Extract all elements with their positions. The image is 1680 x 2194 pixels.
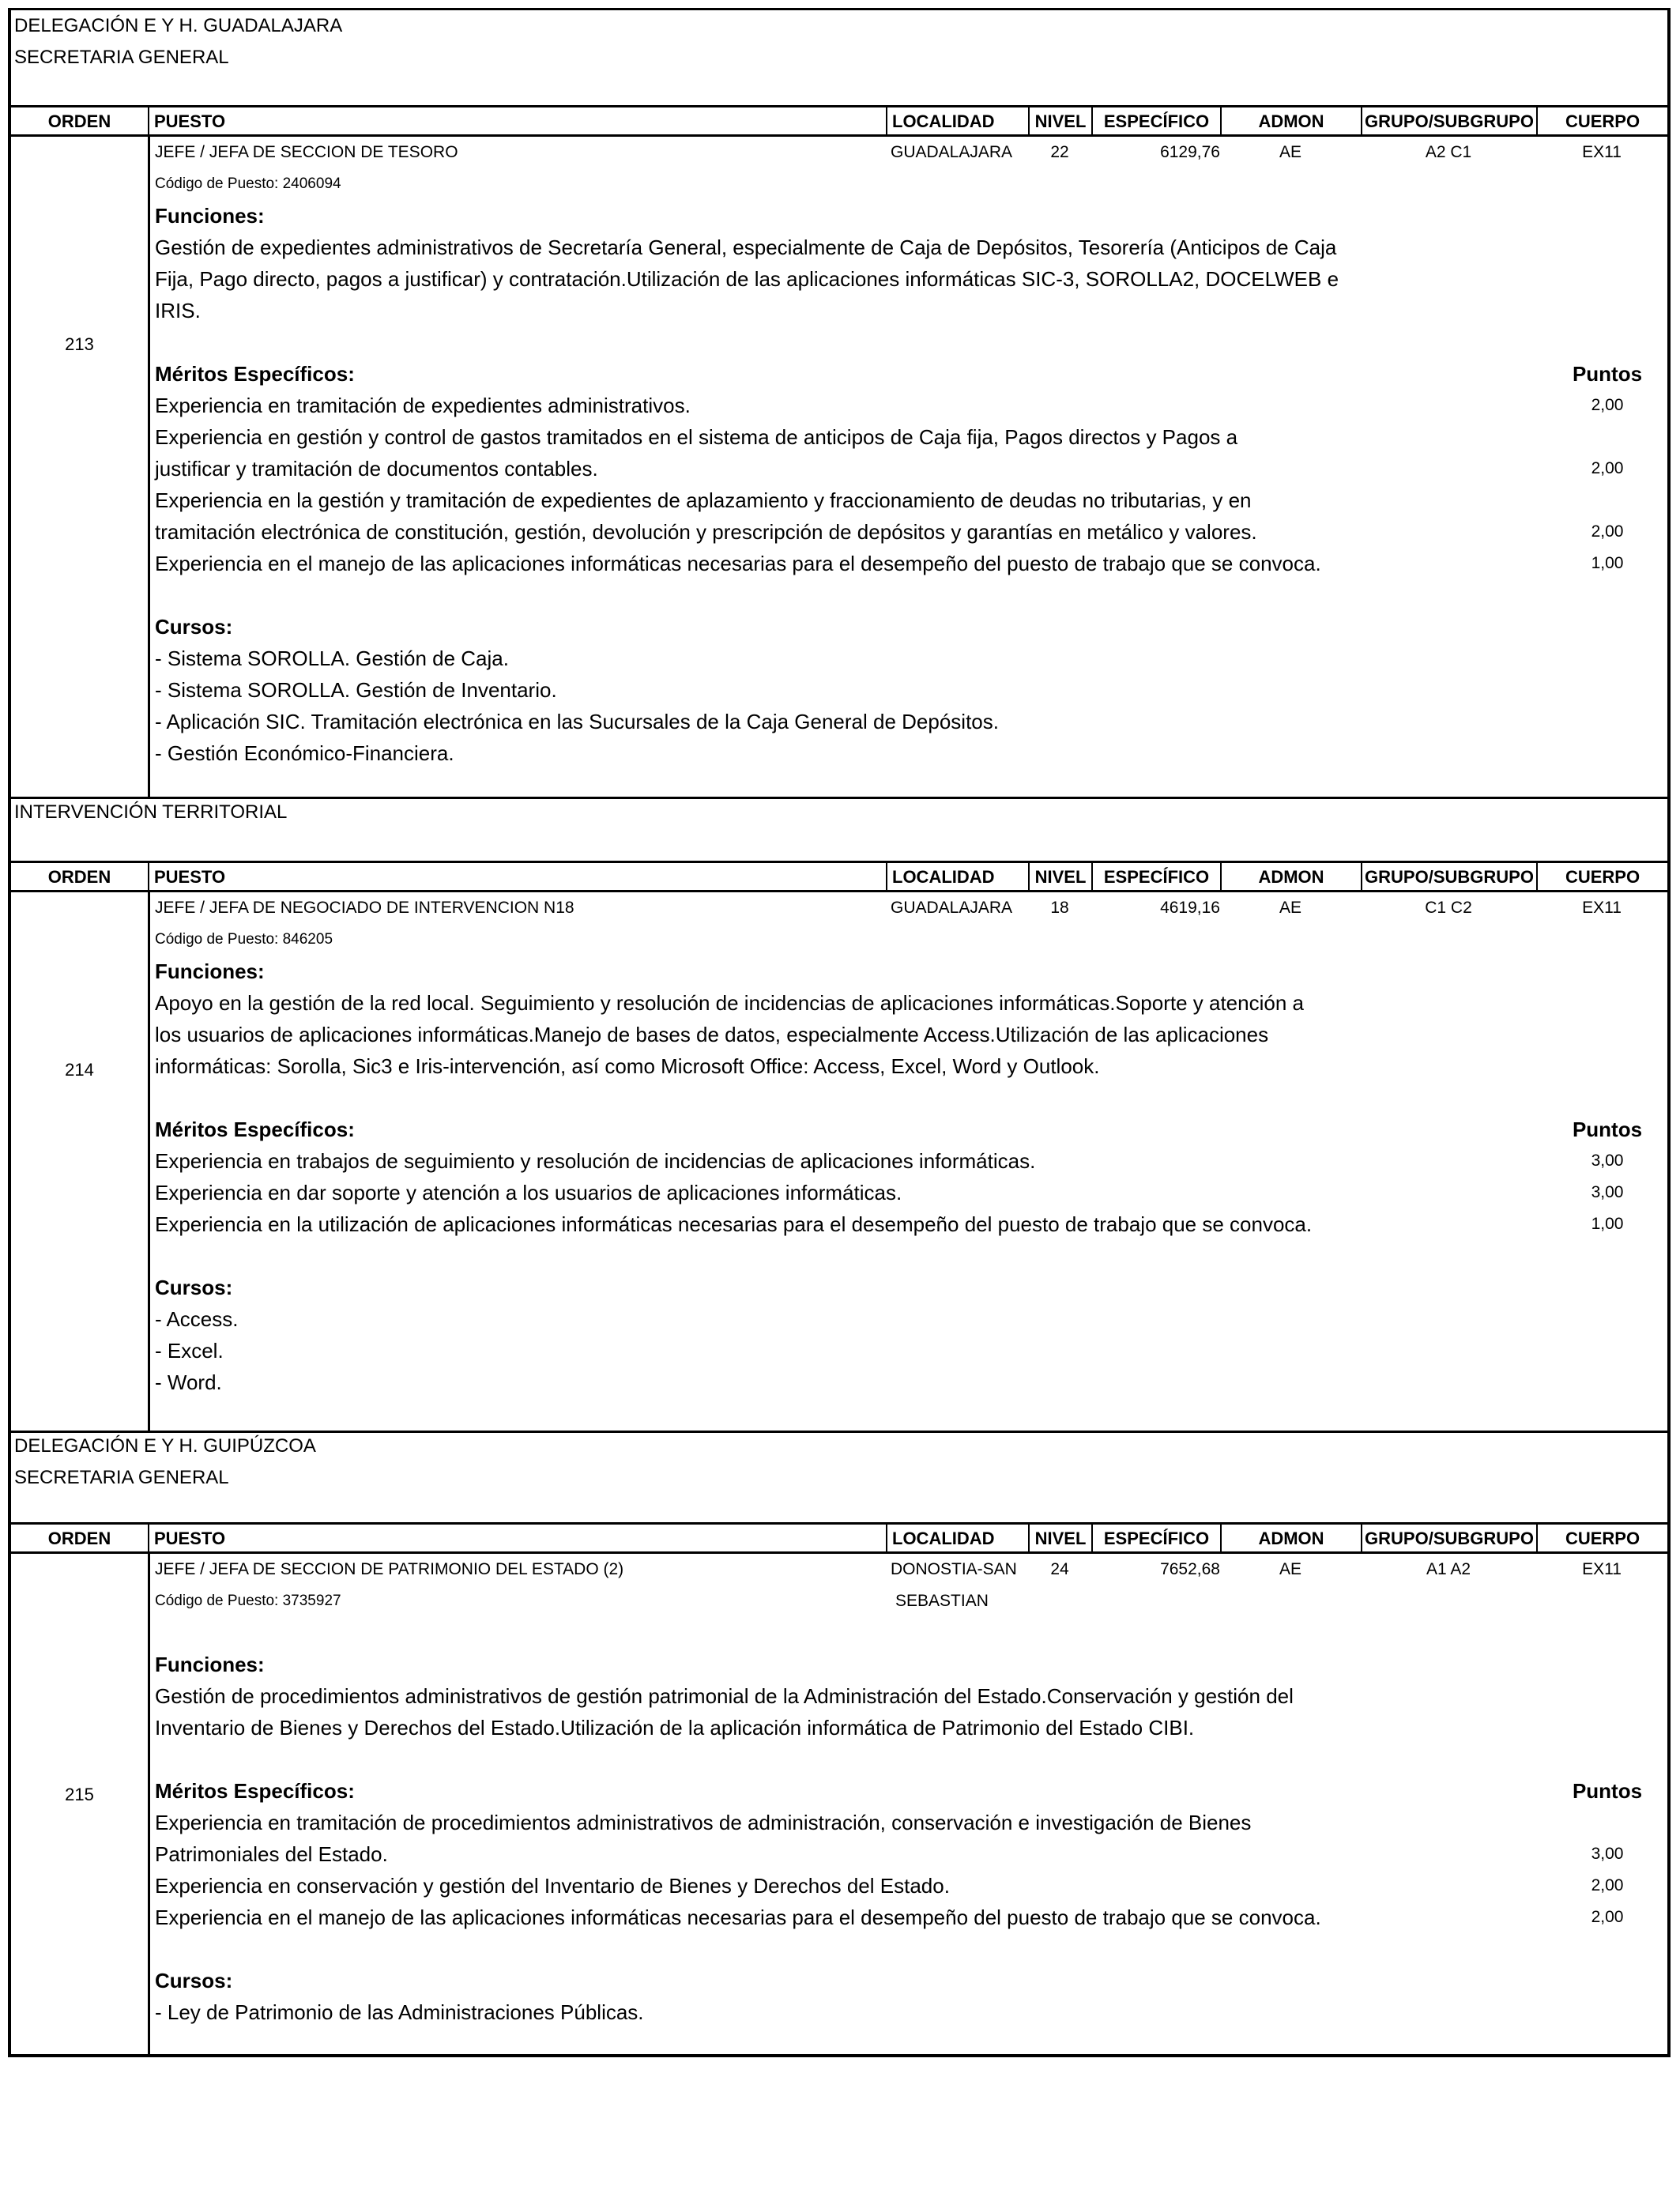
- merito-text: Experiencia en trabajos de seguimiento y resolución de incidencias de aplicaciones informáticas.: [155, 1149, 1036, 1173]
- merito-puntos: 3,00: [1591, 1845, 1624, 1863]
- column-header-cuerpo: CUERPO: [1536, 863, 1667, 890]
- orden-number: 215: [65, 1785, 94, 1804]
- section-header-line: SECRETARIA GENERAL: [14, 1467, 229, 1488]
- funciones-text: informáticas: Sorolla, Sic3 e Iris-intervención, así como Microsoft Office: Access, Excel, Word y Outlook.: [155, 1054, 1100, 1078]
- section-header-line: DELEGACIÓN E Y H. GUIPÚZCOA: [14, 1435, 316, 1457]
- column-header-orden: ORDEN: [47, 1529, 111, 1548]
- funciones-label: Funciones:: [155, 1653, 265, 1676]
- nivel-value: 18: [1050, 899, 1069, 917]
- localidad-value: GUADALAJARA: [891, 143, 1013, 161]
- cursos-label: Cursos:: [155, 1969, 233, 1992]
- localidad-value: GUADALAJARA: [891, 899, 1013, 917]
- merito-puntos: 2,00: [1591, 1908, 1624, 1926]
- document-page: [8, 8, 1671, 2057]
- column-header-especifico: ESPECÍFICO: [1091, 1525, 1220, 1551]
- funciones-text: Fija, Pago directo, pagos a justificar) y contratación.Utilización de las aplicaciones informáticas SIC-3, SOROLLA2, DOCELWEB e: [155, 267, 1339, 291]
- funciones-text: IRIS.: [155, 299, 201, 322]
- merito-puntos: 3,00: [1591, 1152, 1624, 1170]
- grupo-value: A1 A2: [1426, 1560, 1471, 1578]
- curso-item: - Excel.: [155, 1339, 224, 1363]
- section-header: [11, 1431, 1667, 1494]
- localidad-continued: [11, 1585, 1667, 1617]
- localidad-value-line2: SEBASTIAN: [895, 1592, 989, 1610]
- admon-value: AE: [1279, 143, 1301, 161]
- merito-puntos: 1,00: [1591, 1215, 1624, 1233]
- puntos-label: Puntos: [1572, 1118, 1643, 1141]
- section-separator: [11, 797, 1667, 799]
- column-header-nivel: NIVEL: [1028, 863, 1091, 890]
- orden-number: 213: [65, 334, 94, 354]
- merito-text: Experiencia en conservación y gestión del Inventario de Bienes y Derechos del Estado.: [155, 1874, 950, 1898]
- codigo-puesto: Código de Puesto: 2406094: [155, 175, 341, 192]
- merito-text: Patrimoniales del Estado.: [155, 1842, 388, 1866]
- meritos-label: Méritos Específicos:: [155, 362, 355, 386]
- grupo-value: A2 C1: [1425, 143, 1472, 161]
- section-separator: [11, 1431, 1667, 1433]
- especifico-value: 6129,76: [1160, 143, 1220, 161]
- cuerpo-value: EX11: [1582, 899, 1622, 917]
- orden-number: 214: [65, 1060, 94, 1080]
- admon-value: AE: [1279, 1560, 1301, 1578]
- grupo-value: C1 C2: [1425, 899, 1472, 917]
- column-header-localidad: LOCALIDAD: [886, 107, 1028, 134]
- job-block: [11, 892, 1667, 1433]
- section-header-line: DELEGACIÓN E Y H. GUADALAJARA: [14, 15, 343, 36]
- column-header-puesto: PUESTO: [148, 863, 886, 890]
- column-header-nivel: NIVEL: [1028, 107, 1091, 134]
- curso-item: - Word.: [155, 1370, 222, 1394]
- puesto-title: JEFE / JEFA DE SECCION DE TESORO: [155, 143, 458, 161]
- merito-text: Experiencia en la utilización de aplicaciones informáticas necesarias para el desempeño del puesto de trabajo que se convoca.: [155, 1212, 1313, 1236]
- column-divider: [148, 1554, 150, 2056]
- merito-text: justificar y tramitación de documentos contables.: [155, 457, 598, 481]
- merito-puntos: 2,00: [1591, 522, 1624, 541]
- merito-text: Experiencia en tramitación de expedientes administrativos.: [155, 394, 691, 417]
- column-header-cuerpo: CUERPO: [1536, 1525, 1667, 1551]
- funciones-text: Apoyo en la gestión de la red local. Seguimiento y resolución de incidencias de aplicaciones informáticas.Soporte y atención a: [155, 991, 1304, 1015]
- funciones-text: Inventario de Bienes y Derechos del Estado.Utilización de la aplicación informática de Patrimonio del Estado CIBI.: [155, 1716, 1195, 1740]
- funciones-label: Funciones:: [155, 959, 265, 983]
- merito-puntos: 2,00: [1591, 1876, 1624, 1894]
- section-header: [11, 797, 1667, 828]
- curso-item: - Gestión Económico-Financiera.: [155, 741, 454, 765]
- curso-item: - Aplicación SIC. Tramitación electrónica en las Sucursales de la Caja General de Depósitos.: [155, 710, 999, 733]
- curso-item: - Ley de Patrimonio de las Administraciones Públicas.: [155, 2000, 644, 2024]
- merito-text: tramitación electrónica de constitución, gestión, devolución y prescripción de depósitos y garantías en metálico y valores.: [155, 520, 1257, 544]
- merito-text: Experiencia en el manejo de las aplicaciones informáticas necesarias para el desempeño del puesto de trabajo que se convoca.: [155, 552, 1321, 575]
- job-block: [11, 137, 1667, 799]
- nivel-value: 22: [1050, 143, 1069, 161]
- merito-puntos: 3,00: [1591, 1183, 1624, 1201]
- meritos-label: Méritos Específicos:: [155, 1118, 355, 1141]
- column-header-row: [11, 1522, 1667, 1554]
- codigo-puesto: Código de Puesto: 846205: [155, 931, 333, 948]
- column-header-especifico: ESPECÍFICO: [1091, 107, 1220, 134]
- curso-item: - Sistema SOROLLA. Gestión de Inventario.: [155, 678, 557, 702]
- curso-item: - Access.: [155, 1307, 239, 1331]
- cuerpo-value: EX11: [1582, 1560, 1622, 1578]
- column-header-admon: ADMON: [1220, 863, 1361, 890]
- merito-puntos: 2,00: [1591, 459, 1624, 477]
- column-header-nivel: NIVEL: [1028, 1525, 1091, 1551]
- codigo-puesto: Código de Puesto: 3735927: [155, 1593, 341, 1609]
- nivel-value: 24: [1050, 1560, 1069, 1578]
- merito-text: Experiencia en el manejo de las aplicaciones informáticas necesarias para el desempeño del puesto de trabajo que se convoca.: [155, 1906, 1321, 1929]
- especifico-value: 7652,68: [1160, 1560, 1220, 1578]
- column-header-row: [11, 861, 1667, 892]
- cursos-label: Cursos:: [155, 615, 233, 639]
- section-header: [11, 10, 1667, 74]
- merito-text: Experiencia en dar soporte y atención a los usuarios de aplicaciones informáticas.: [155, 1181, 902, 1204]
- column-header-row: [11, 105, 1667, 137]
- funciones-label: Funciones:: [155, 204, 265, 228]
- especifico-value: 4619,16: [1160, 899, 1220, 917]
- puntos-label: Puntos: [1572, 1779, 1643, 1803]
- admon-value: AE: [1279, 899, 1301, 917]
- column-header-admon: ADMON: [1220, 107, 1361, 134]
- column-header-localidad: LOCALIDAD: [886, 863, 1028, 890]
- funciones-text: los usuarios de aplicaciones informáticas.Manejo de bases de datos, especialmente Access.Utilización de las aplicaciones: [155, 1023, 1269, 1046]
- merito-text: Experiencia en gestión y control de gastos tramitados en el sistema de anticipos de Caja fija, Pagos directos y Pagos a: [155, 425, 1238, 449]
- column-header-especifico: ESPECÍFICO: [1091, 863, 1220, 890]
- funciones-text: Gestión de procedimientos administrativos de gestión patrimonial de la Administración del Estado.Conservación y gestión del: [155, 1684, 1294, 1708]
- column-divider: [148, 137, 150, 799]
- puntos-label: Puntos: [1572, 362, 1643, 386]
- cuerpo-value: EX11: [1582, 143, 1622, 161]
- column-header-puesto: PUESTO: [148, 107, 886, 134]
- column-header-grupo: GRUPO/SUBGRUPO: [1361, 1525, 1536, 1551]
- job-block: [11, 1554, 1667, 2056]
- merito-puntos: 2,00: [1591, 396, 1624, 414]
- column-divider: [148, 892, 150, 1433]
- meritos-label: Méritos Específicos:: [155, 1779, 355, 1803]
- column-header-grupo: GRUPO/SUBGRUPO: [1361, 107, 1536, 134]
- column-header-localidad: LOCALIDAD: [886, 1525, 1028, 1551]
- column-header-cuerpo: CUERPO: [1536, 107, 1667, 134]
- section-header-line: SECRETARIA GENERAL: [14, 47, 229, 68]
- job-row: [11, 1554, 1667, 1585]
- column-header-grupo: GRUPO/SUBGRUPO: [1361, 863, 1536, 890]
- column-header-puesto: PUESTO: [148, 1525, 886, 1551]
- column-header-orden: ORDEN: [47, 111, 111, 131]
- column-header-admon: ADMON: [1220, 1525, 1361, 1551]
- merito-puntos: 1,00: [1591, 554, 1624, 572]
- localidad-value: DONOSTIA-SAN: [891, 1560, 1017, 1578]
- job-row: [11, 137, 1667, 168]
- job-row: [11, 892, 1667, 924]
- column-header-orden: ORDEN: [47, 867, 111, 887]
- puesto-title: JEFE / JEFA DE NEGOCIADO DE INTERVENCION N18: [155, 899, 574, 917]
- funciones-text: Gestión de expedientes administrativos de Secretaría General, especialmente de Caja de Depósitos, Tesorería (Anticipos de Caja: [155, 236, 1337, 259]
- puesto-title: JEFE / JEFA DE SECCION DE PATRIMONIO DEL ESTADO (2): [155, 1560, 624, 1578]
- merito-text: Experiencia en la gestión y tramitación de expedientes de aplazamiento y fraccionamiento de deudas no tributarias, y en: [155, 488, 1252, 512]
- cursos-label: Cursos:: [155, 1276, 233, 1299]
- curso-item: - Sistema SOROLLA. Gestión de Caja.: [155, 647, 509, 670]
- merito-text: Experiencia en tramitación de procedimientos administrativos de administración, conservación e investigación de Bienes: [155, 1811, 1252, 1834]
- section-header-line: INTERVENCIÓN TERRITORIAL: [14, 801, 288, 823]
